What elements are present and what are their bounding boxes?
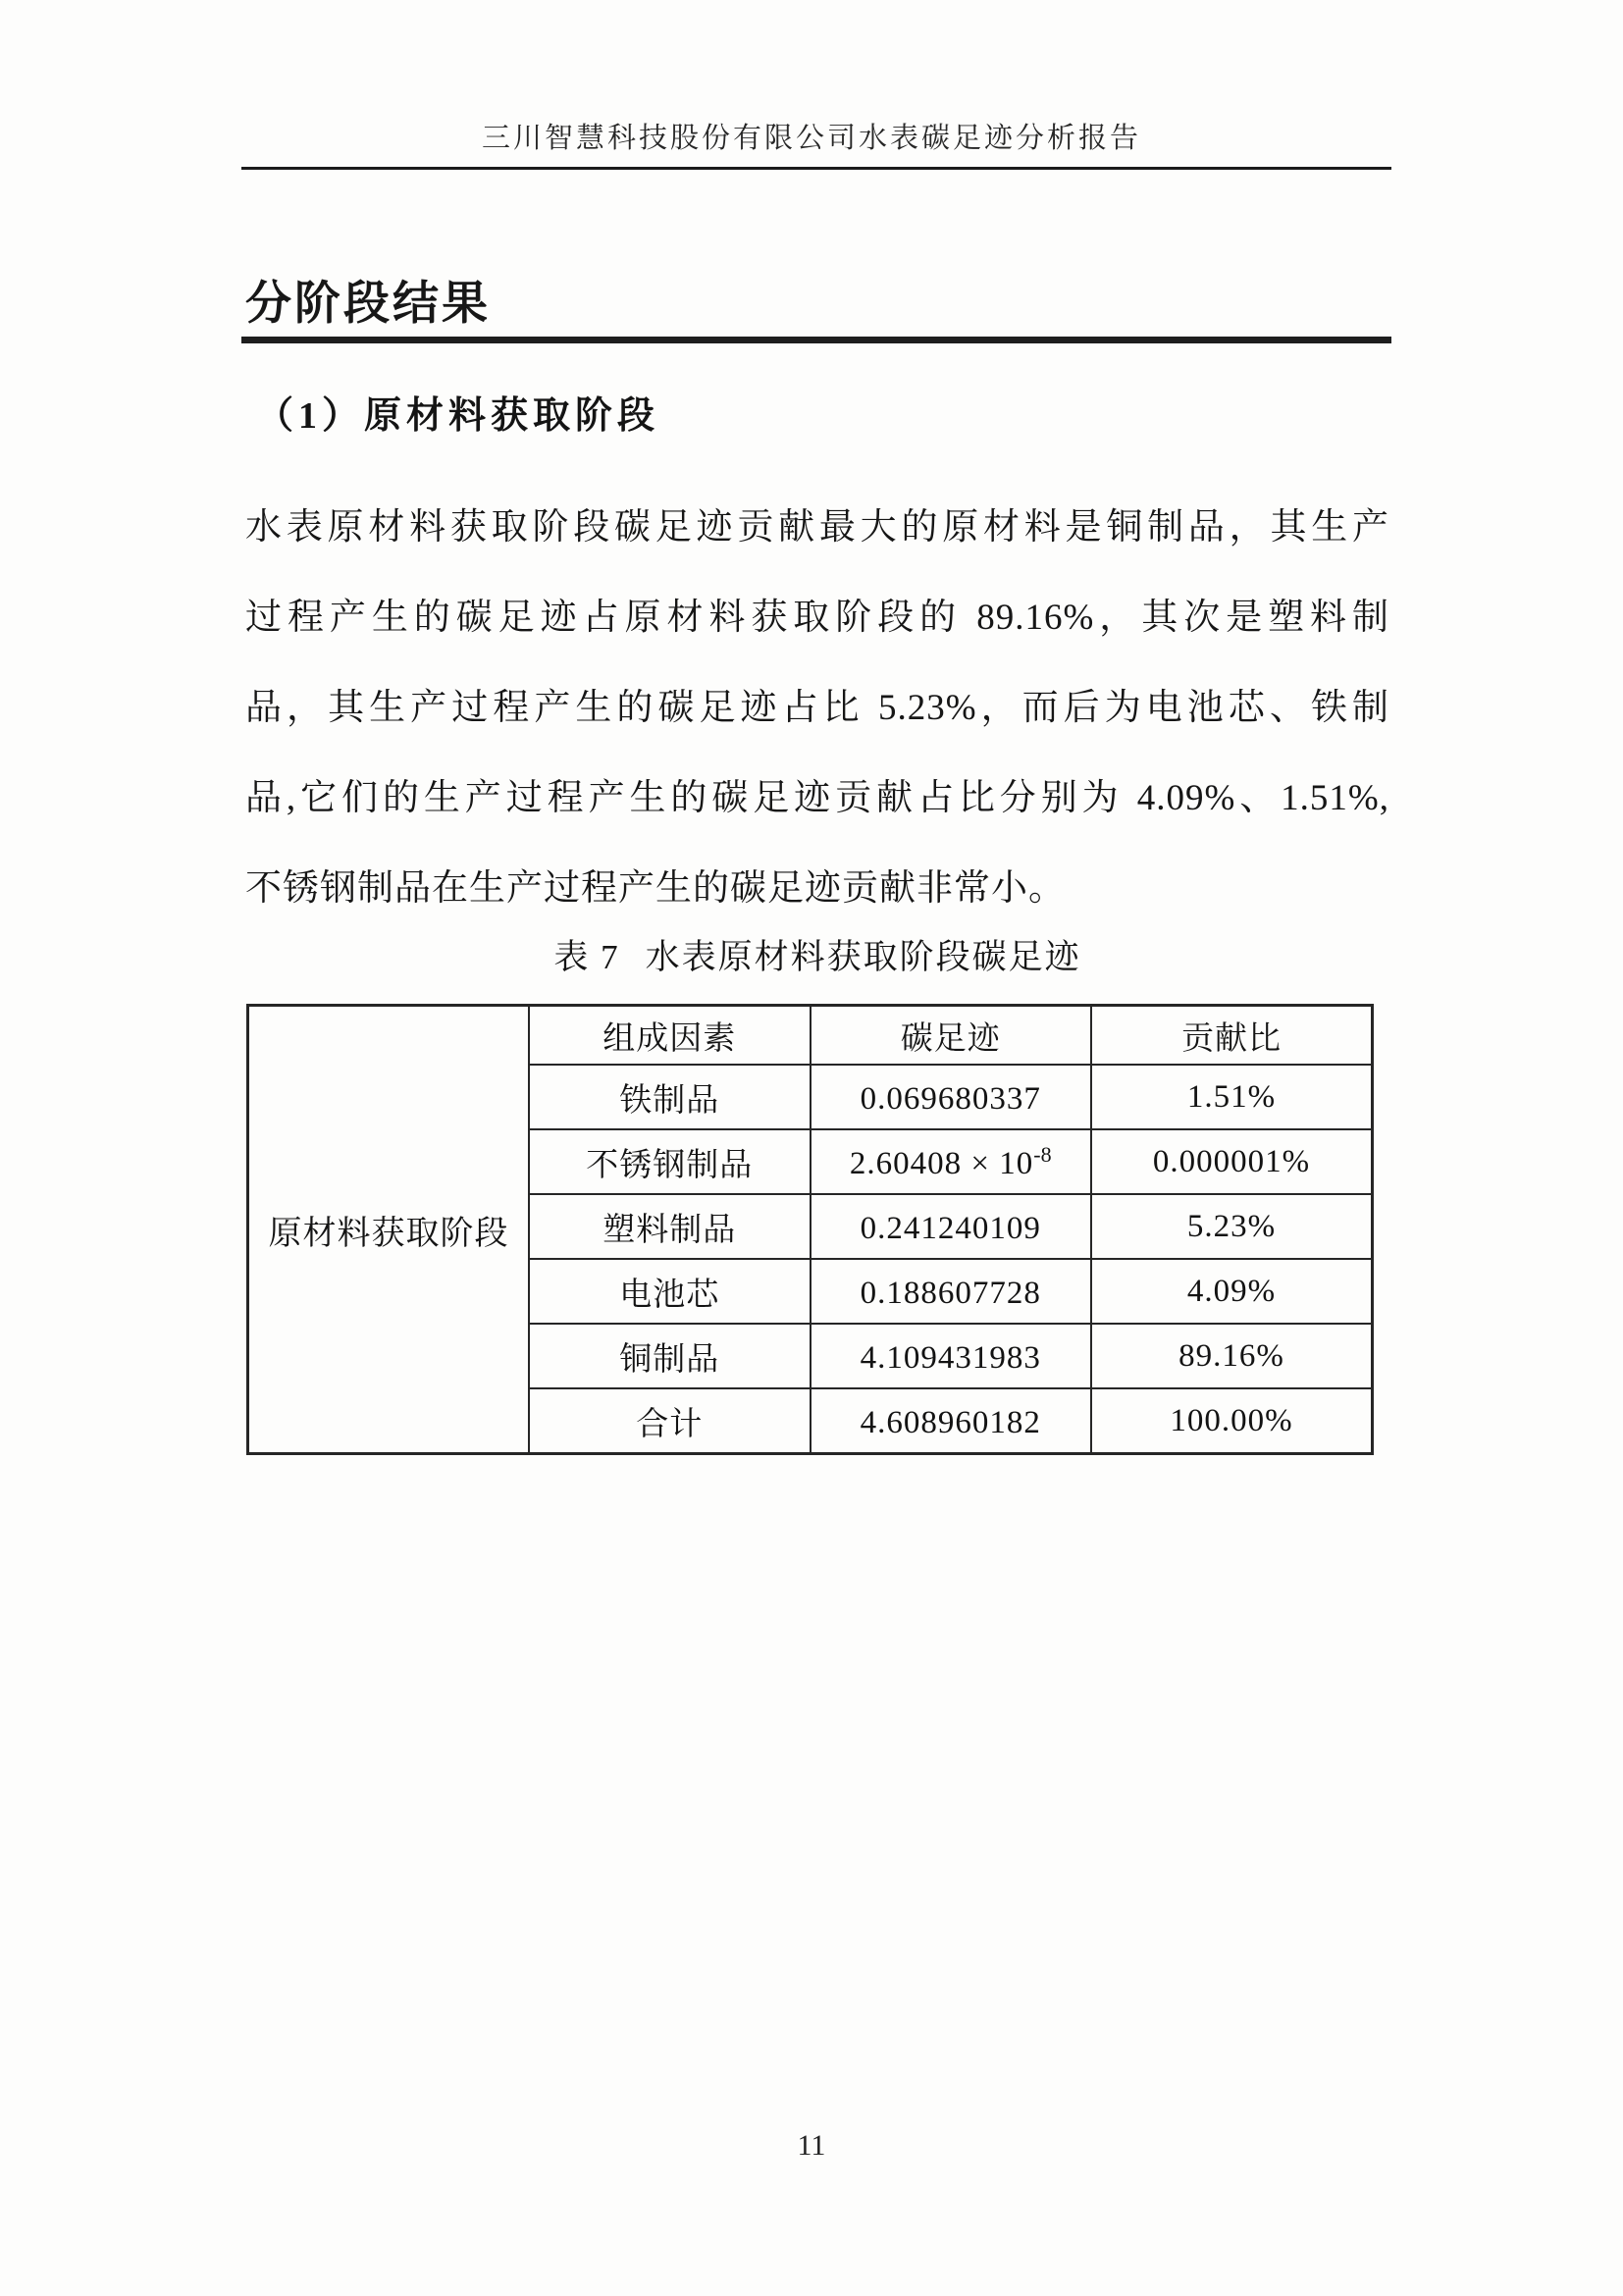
share-cell: 5.23% [1091,1194,1373,1259]
factor-cell: 不锈钢制品 [529,1129,811,1194]
footprint-cell [811,1065,1092,1129]
share-cell: 89.16% [1091,1324,1373,1388]
footprint-exponent: -8 [1033,1141,1052,1167]
footprint-value: 4.608960182 [860,1404,1041,1440]
column-header-factor: 组成因素 [529,1006,811,1066]
header-rule [241,167,1391,170]
footprint-cell [811,1388,1092,1454]
footprint-value: 2.60408 × 10 [849,1145,1034,1181]
footprint-value: 4.109431983 [860,1339,1041,1376]
share-cell: 4.09% [1091,1259,1373,1324]
table-caption-title: 水表原材料获取阶段碳足迹 [645,938,1081,976]
paragraph-line: 水表原材料获取阶段碳足迹贡献最大的原材料是铜制品，其生产 [245,507,1389,548]
paragraph-line: 不锈钢制品在生产过程产生的碳足迹贡献非常小。 [245,868,1066,909]
share-cell: 1.51% [1091,1065,1373,1129]
share-cell: 0.000001% [1091,1129,1373,1194]
body-paragraph [245,483,1389,934]
footprint-value: 0.241240109 [860,1210,1041,1246]
column-header-share: 贡献比 [1091,1006,1373,1066]
factor-cell: 铜制品 [529,1324,811,1388]
carbon-footprint-table [246,1004,1374,1455]
running-header: 三川智慧科技股份有限公司水表碳足迹分析报告 [481,123,1141,154]
footprint-cell [811,1194,1092,1259]
page-number: 11 [797,2129,826,2162]
subsection-title: （1）原材料获取阶段 [256,395,660,437]
factor-cell: 电池芯 [529,1259,811,1324]
stage-merged-cell: 原材料获取阶段 [248,1006,530,1454]
footprint-cell [811,1259,1092,1324]
table-header-row [248,1006,1373,1066]
table-caption-label: 表 7 [553,938,620,976]
factor-cell: 合计 [529,1388,811,1454]
section-title-rule [241,337,1391,343]
paragraph-line: 过程产生的碳足迹占原材料获取阶段的 89.16%，其次是塑料制 [245,598,1389,638]
footprint-value: 0.069680337 [860,1080,1041,1117]
factor-cell: 塑料制品 [529,1194,811,1259]
paragraph-line: 品,它们的生产过程产生的碳足迹贡献占比分别为 4.09%、1.51%, [245,778,1389,818]
footprint-value: 0.188607728 [860,1275,1041,1311]
footprint-cell [811,1324,1092,1388]
table-caption [245,930,1389,979]
paragraph-line: 品，其生产过程产生的碳足迹占比 5.23%，而后为电池芯、铁制 [245,688,1389,728]
section-title: 分阶段结果 [245,277,491,331]
share-cell: 100.00% [1091,1388,1373,1454]
footprint-cell [811,1129,1092,1194]
column-header-footprint: 碳足迹 [811,1006,1092,1066]
factor-cell: 铁制品 [529,1065,811,1129]
